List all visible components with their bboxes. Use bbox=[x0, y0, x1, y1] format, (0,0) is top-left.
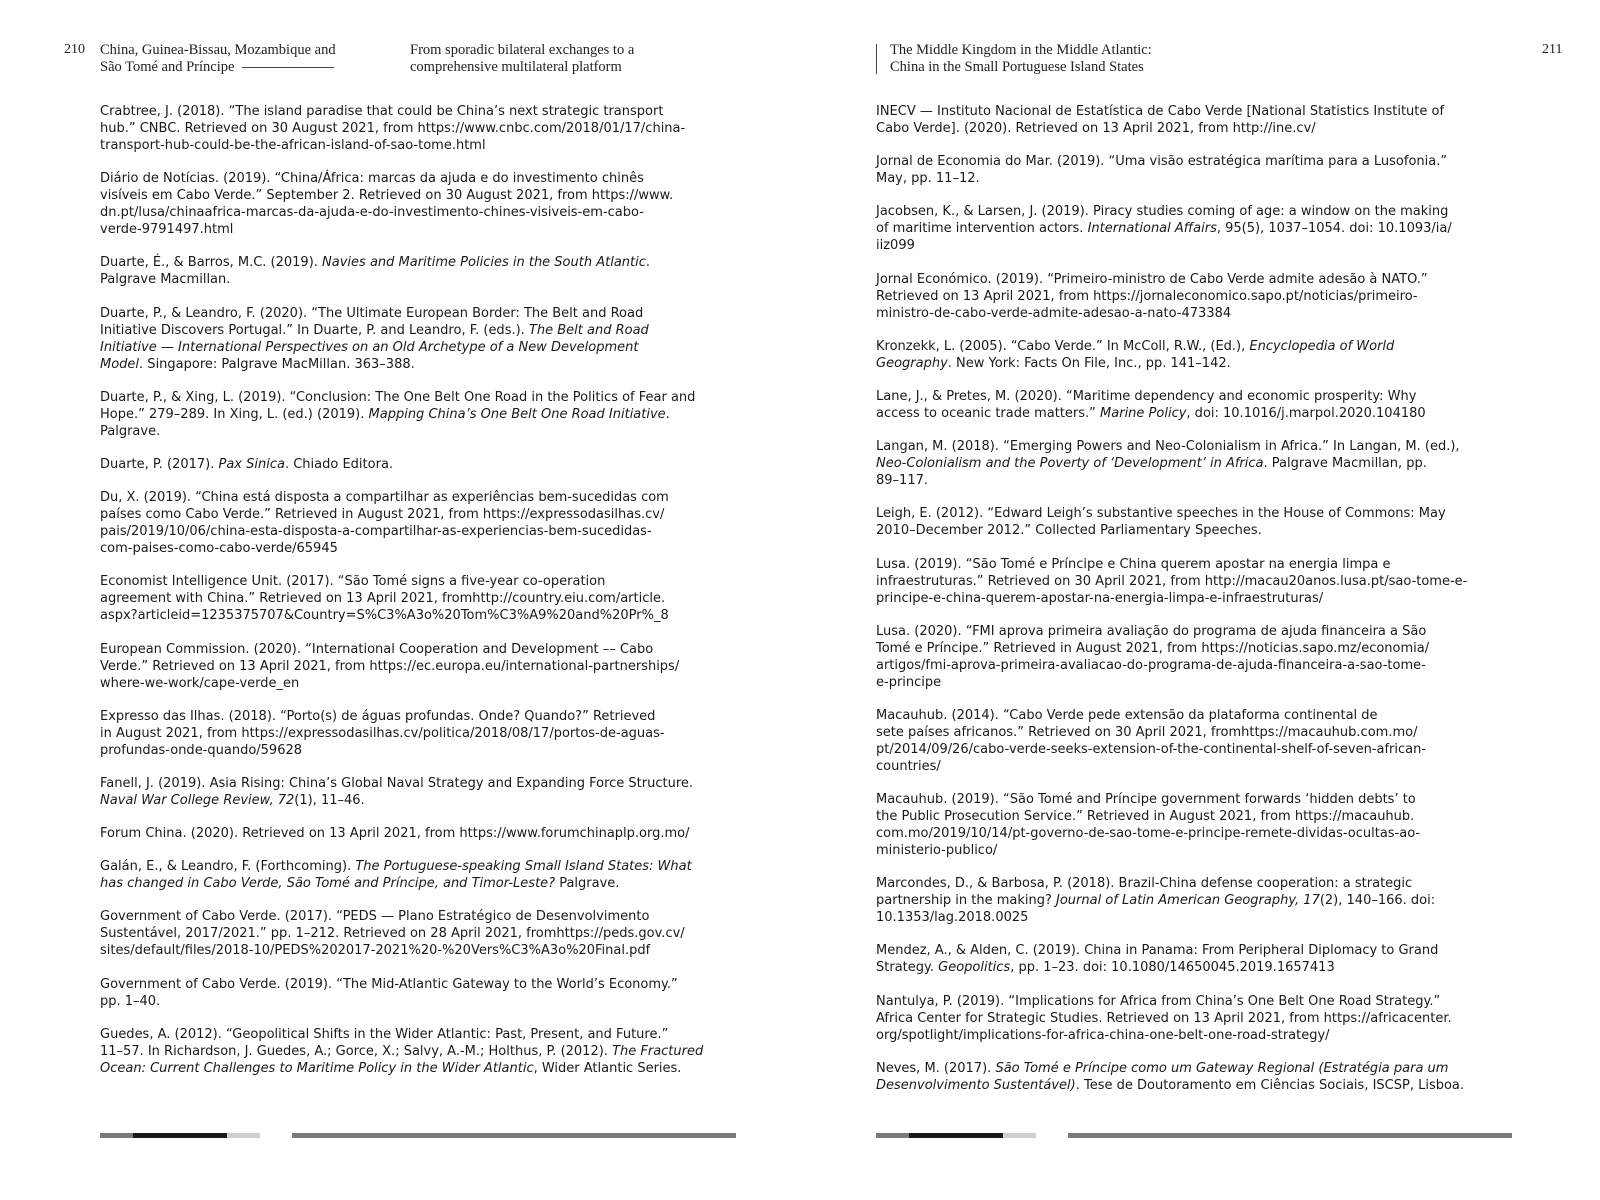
reference-line: countries/ bbox=[876, 758, 941, 774]
reference-line: European Commission. (2020). “International Cooperation and Development –– Cabo bbox=[100, 641, 654, 657]
reference-entry bbox=[100, 708, 703, 759]
header-line: The Middle Kingdom in the Middle Atlantic: bbox=[890, 42, 1152, 58]
reference-line: Model. Singapore: Palgrave MacMillan. 363–388. bbox=[100, 356, 415, 372]
reference-line: Government of Cabo Verde. (2019). “The Mid-Atlantic Gateway to the World’s Economy.” bbox=[100, 976, 678, 992]
reference-line: Sustentável, 2017/2021.” pp. 1–212. Retrieved on 28 April 2021, fromhttps://peds.gov.cv/ bbox=[100, 926, 685, 942]
running-header-part-title bbox=[100, 42, 336, 76]
reference-entry bbox=[100, 456, 703, 473]
reference-line: has changed in Cabo Verde, São Tomé and Príncipe, and Timor-Leste? Palgrave. bbox=[100, 876, 620, 892]
reference-entry bbox=[876, 1060, 1467, 1094]
reference-line: org/spotlight/implications-for-africa-china-one-belt-one-road-strategy/ bbox=[876, 1027, 1330, 1043]
reference-line: ministro-de-cabo-verde-admite-adesao-a-nato-473384 bbox=[876, 305, 1232, 321]
reference-entry bbox=[876, 438, 1467, 489]
reference-line: Ocean: Current Challenges to Maritime Policy in the Wider Atlantic, Wider Atlantic Series. bbox=[100, 1060, 682, 1076]
header-line: China in the Small Portuguese Island States bbox=[890, 59, 1144, 75]
reference-list bbox=[100, 103, 703, 1093]
reference-entry bbox=[100, 103, 703, 154]
running-header-book-title bbox=[890, 42, 1152, 76]
reference-entry bbox=[100, 489, 703, 557]
footer-bar-segment bbox=[227, 1133, 260, 1138]
reference-line: partnership in the making? Journal of Latin American Geography, 17(2), 140–166. doi: bbox=[876, 893, 1436, 909]
reference-line: pt/2014/09/26/cabo-verde-seeks-extension-of-the-continental-shelf-of-seven-african- bbox=[876, 741, 1427, 757]
reference-list bbox=[876, 103, 1467, 1110]
reference-entry bbox=[876, 338, 1467, 372]
reference-line: where-we-work/cape-verde_en bbox=[100, 675, 300, 691]
reference-line: aspx?articleid=1235375707&Country=S%C3%A3o%20Tom%C3%A9%20and%20Pr%_8 bbox=[100, 608, 669, 624]
reference-line: May, pp. 11–12. bbox=[876, 171, 980, 187]
reference-line: pais/2019/10/06/china-esta-disposta-a-compartilhar-as-experiencias-bem-sucedidas- bbox=[100, 524, 652, 540]
footer-bar-long bbox=[292, 1133, 736, 1138]
reference-line: principe-e-china-querem-apostar-na-energia-limpa-e-infraestruturas/ bbox=[876, 590, 1324, 606]
reference-line: Government of Cabo Verde. (2017). “PEDS — Plano Estratégico de Desenvolvimento bbox=[100, 909, 650, 925]
reference-line: Tomé e Príncipe.” Retrieved in August 2021, from https://noticias.sapo.mz/economia/ bbox=[876, 640, 1430, 656]
reference-line: e-principe bbox=[876, 674, 942, 690]
reference-line: Neo-Colonialism and the Poverty of ‘Development’ in Africa. Palgrave Macmillan, pp. bbox=[876, 456, 1427, 472]
reference-entry bbox=[100, 305, 703, 373]
reference-line: Diário de Notícias. (2019). “China/África: marcas da ajuda e do investimento chinês bbox=[100, 171, 644, 187]
reference-line: verde-9791497.html bbox=[100, 222, 234, 238]
reference-line: access to oceanic trade matters.” Marine Policy, doi: 10.1016/j.marpol.2020.104180 bbox=[876, 405, 1426, 421]
reference-line: Expresso das Ilhas. (2018). “Porto(s) de águas profundas. Onde? Quando?” Retrieved bbox=[100, 708, 656, 724]
reference-line: hub.” CNBC. Retrieved on 30 August 2021, from https://www.cnbc.com/2018/01/17/china- bbox=[100, 121, 686, 136]
reference-line: Initiative — International Perspectives on an Old Archetype of a New Development bbox=[100, 339, 639, 355]
reference-line: sites/default/files/2018-10/PEDS%202017-2021%20-%20Vers%C3%A3o%20Final.pdf bbox=[100, 943, 651, 959]
reference-line: Mendez, A., & Alden, C. (2019). China in Panama: From Peripheral Diplomacy to Grand bbox=[876, 943, 1439, 959]
reference-line: in August 2021, from https://expressodasilhas.cv/politica/2018/08/17/portos-de-aguas- bbox=[100, 725, 665, 741]
reference-entry bbox=[876, 203, 1467, 254]
header-line: São Tomé and Príncipe bbox=[100, 59, 336, 76]
reference-line: Macauhub. (2019). “São Tomé and Príncipe government forwards ‘hidden debts’ to bbox=[876, 792, 1416, 808]
reference-line: Kronzekk, L. (2005). “Cabo Verde.” In McColl, R.W., (Ed.), Encyclopedia of World bbox=[876, 338, 1395, 354]
reference-line: pp. 1–40. bbox=[100, 993, 161, 1009]
reference-line: Guedes, A. (2012). “Geopolitical Shifts in the Wider Atlantic: Past, Present, and Future.” bbox=[100, 1026, 669, 1042]
reference-line: Strategy. Geopolitics, pp. 1–23. doi: 10.1080/14650045.2019.1657413 bbox=[876, 960, 1335, 976]
reference-line: Forum China. (2020). Retrieved on 13 April 2021, from https://www.forumchinaplp.org.mo/ bbox=[100, 826, 690, 842]
reference-line: dn.pt/lusa/chinaafrica-marcas-da-ajuda-e-do-investimento-chines-visiveis-em-cabo- bbox=[100, 205, 644, 221]
reference-entry bbox=[100, 775, 703, 809]
reference-line: Africa Center for Strategic Studies. Retrieved on 13 April 2021, from https://africacenter. bbox=[876, 1010, 1452, 1026]
reference-line: transport-hub-could-be-the-african-island-of-sao-tome.html bbox=[100, 138, 486, 153]
reference-line: visíveis em Cabo Verde.” September 2. Retrieved on 30 August 2021, from https://www. bbox=[100, 188, 674, 204]
reference-line: iiz099 bbox=[876, 238, 915, 254]
reference-line: Cabo Verde]. (2020). Retrieved on 13 April 2021, from http://ine.cv/ bbox=[876, 121, 1316, 136]
reference-line: Duarte, P., & Xing, L. (2019). “Conclusion: The One Belt One Road in the Politics of Fear and bbox=[100, 389, 696, 405]
reference-line: the Public Prosecution Service.” Retrieved in August 2021, from https://macauhub. bbox=[876, 809, 1415, 825]
header-divider bbox=[876, 44, 877, 74]
reference-entry bbox=[100, 389, 703, 440]
reference-entry bbox=[876, 993, 1467, 1044]
reference-line: 2010–December 2012.” Collected Parliamentary Speeches. bbox=[876, 523, 1262, 539]
reference-entry bbox=[876, 103, 1467, 137]
reference-line: profundas-onde-quando/59628 bbox=[100, 742, 303, 758]
reference-entry bbox=[100, 825, 703, 842]
reference-entry bbox=[100, 254, 703, 288]
reference-line: Nantulya, P. (2019). “Implications for Africa from China’s One Belt One Road Strategy.” bbox=[876, 993, 1441, 1009]
reference-line: 10.1353/lag.2018.0025 bbox=[876, 910, 1029, 926]
reference-entry bbox=[876, 388, 1467, 422]
footer-bar-segment bbox=[876, 1133, 909, 1138]
reference-line: Initiative Discovers Portugal.” In Duarte, P. and Leandro, F. (eds.). The Belt and Road bbox=[100, 322, 649, 338]
reference-line: Lusa. (2019). “São Tomé e Príncipe e China querem apostar na energia limpa e bbox=[876, 556, 1391, 572]
reference-line: Retrieved on 13 April 2021, from https://jornaleconomico.sapo.pt/noticias/primeiro- bbox=[876, 288, 1418, 304]
header-line: comprehensive multilateral platform bbox=[410, 59, 622, 75]
reference-line: infraestruturas.” Retrieved on 30 April 2021, from http://macau20anos.lusa.pt/sao-tome-e- bbox=[876, 573, 1468, 589]
reference-line: Hope.” 279–289. In Xing, L. (ed.) (2019). Mapping China’s One Belt One Road Initiative. bbox=[100, 406, 670, 422]
reference-line: países como Cabo Verde.” Retrieved in August 2021, from https://expressodasilhas.cv/ bbox=[100, 507, 665, 523]
footer-bar-long bbox=[1068, 1133, 1512, 1138]
reference-entry bbox=[876, 875, 1467, 926]
reference-line: com.mo/2019/10/14/pt-governo-de-sao-tome-e-principe-remete-dividas-ocultas-ao- bbox=[876, 826, 1421, 842]
reference-line: Langan, M. (2018). “Emerging Powers and Neo-Colonialism in Africa.” In Langan, M. (ed.), bbox=[876, 439, 1460, 455]
right-page bbox=[800, 0, 1600, 1200]
reference-entry bbox=[100, 1026, 703, 1077]
reference-line: Jornal de Economia do Mar. (2019). “Uma visão estratégica marítima para a Lusofonia.” bbox=[876, 154, 1448, 170]
reference-entry bbox=[876, 942, 1467, 976]
reference-line: Neves, M. (2017). São Tomé e Príncipe como um Gateway Regional (Estratégia para um bbox=[876, 1060, 1449, 1076]
reference-line: Duarte, É., & Barros, M.C. (2019). Navies and Maritime Policies in the South Atlantic. bbox=[100, 255, 651, 271]
reference-line: Palgrave. bbox=[100, 423, 161, 439]
running-header-chapter-title bbox=[410, 42, 634, 76]
header-rule bbox=[242, 67, 334, 68]
reference-line: Lusa. (2020). “FMI aprova primeira avaliação do programa de ajuda financeira a São bbox=[876, 623, 1427, 639]
reference-line: Lane, J., & Pretes, M. (2020). “Maritime dependency and economic prosperity: Why bbox=[876, 388, 1417, 404]
reference-line: Verde.” Retrieved on 13 April 2021, from https://ec.europa.eu/international-partnerships/ bbox=[100, 658, 680, 674]
reference-entry bbox=[100, 908, 703, 959]
reference-entry bbox=[100, 858, 703, 892]
reference-line: of maritime intervention actors. International Affairs, 95(5), 1037–1054. doi: 10.1093/ia/ bbox=[876, 221, 1452, 237]
reference-line: Galán, E., & Leandro, F. (Forthcoming). The Portuguese-speaking Small Island States: What bbox=[100, 859, 692, 875]
reference-entry bbox=[876, 271, 1467, 322]
page-number: 210 bbox=[64, 42, 85, 57]
reference-line: Duarte, P. (2017). Pax Sinica. Chiado Editora. bbox=[100, 456, 394, 472]
reference-entry bbox=[100, 976, 703, 1010]
footer-bar-segment bbox=[100, 1133, 133, 1138]
reference-line: agreement with China.” Retrieved on 13 April 2021, fromhttp://country.eiu.com/article. bbox=[100, 591, 666, 607]
reference-entry bbox=[876, 556, 1467, 607]
reference-line: Desenvolvimento Sustentável). Tese de Doutoramento em Ciências Sociais, ISCSP, Lisboa. bbox=[876, 1077, 1465, 1093]
reference-line: Crabtree, J. (2018). “The island paradise that could be China’s next strategic transport bbox=[100, 104, 664, 119]
reference-line: Leigh, E. (2012). “Edward Leigh’s substantive speeches in the House of Commons: May bbox=[876, 506, 1446, 522]
reference-line: Fanell, J. (2019). Asia Rising: China’s Global Naval Strategy and Expanding Force Structure. bbox=[100, 775, 694, 791]
reference-line: Duarte, P., & Leandro, F. (2020). “The Ultimate European Border: The Belt and Road bbox=[100, 305, 644, 321]
reference-line: com-paises-como-cabo-verde/65945 bbox=[100, 541, 338, 557]
page-number: 211 bbox=[1542, 42, 1563, 57]
reference-entry bbox=[100, 573, 703, 624]
reference-entry bbox=[876, 153, 1467, 187]
reference-line: ministerio-publico/ bbox=[876, 843, 998, 859]
reference-entry bbox=[100, 641, 703, 692]
header-line: From sporadic bilateral exchanges to a bbox=[410, 42, 635, 58]
reference-line: Marcondes, D., & Barbosa, P. (2018). Brazil-China defense cooperation: a strategic bbox=[876, 876, 1413, 892]
reference-entry bbox=[876, 791, 1467, 859]
reference-line: Macauhub. (2014). “Cabo Verde pede extensão da plataforma continental de bbox=[876, 707, 1378, 723]
reference-line: sete países africanos.” Retrieved on 30 April 2021, fromhttps://macauhub.com.mo/ bbox=[876, 724, 1418, 740]
reference-entry bbox=[100, 170, 703, 238]
reference-entry bbox=[876, 505, 1467, 539]
reference-line: Economist Intelligence Unit. (2017). “São Tomé signs a five-year co-operation bbox=[100, 574, 606, 590]
reference-line: Geography. New York: Facts On File, Inc., pp. 141–142. bbox=[876, 355, 1231, 371]
reference-line: Naval War College Review, 72(1), 11–46. bbox=[100, 792, 365, 808]
reference-line: Palgrave Macmillan. bbox=[100, 272, 231, 288]
header-line: China, Guinea-Bissau, Mozambique and bbox=[100, 42, 336, 58]
reference-entry bbox=[876, 707, 1467, 775]
reference-line: 11–57. In Richardson, J. Guedes, A.; Gorce, X.; Salvy, A.-M.; Holthus, P. (2012). The Fractured bbox=[100, 1043, 704, 1059]
reference-line: INECV — Instituto Nacional de Estatística de Cabo Verde [National Statistics Institute of bbox=[876, 104, 1445, 119]
reference-line: Du, X. (2019). “China está disposta a compartilhar as experiências bem-sucedidas com bbox=[100, 490, 669, 506]
reference-line: 89–117. bbox=[876, 473, 928, 489]
reference-line: artigos/fmi-aprova-primeira-avaliacao-do-programa-de-ajuda-financeira-a-sao-tome- bbox=[876, 657, 1426, 673]
footer-bar-segment bbox=[133, 1133, 227, 1138]
reference-entry bbox=[876, 623, 1467, 691]
reference-line: Jacobsen, K., & Larsen, J. (2019). Piracy studies coming of age: a window on the making bbox=[876, 204, 1449, 220]
reference-line: Jornal Económico. (2019). “Primeiro-ministro de Cabo Verde admite adesão à NATO.” bbox=[876, 271, 1428, 287]
footer-bar-segment bbox=[1003, 1133, 1036, 1138]
footer-bar-segment bbox=[909, 1133, 1003, 1138]
